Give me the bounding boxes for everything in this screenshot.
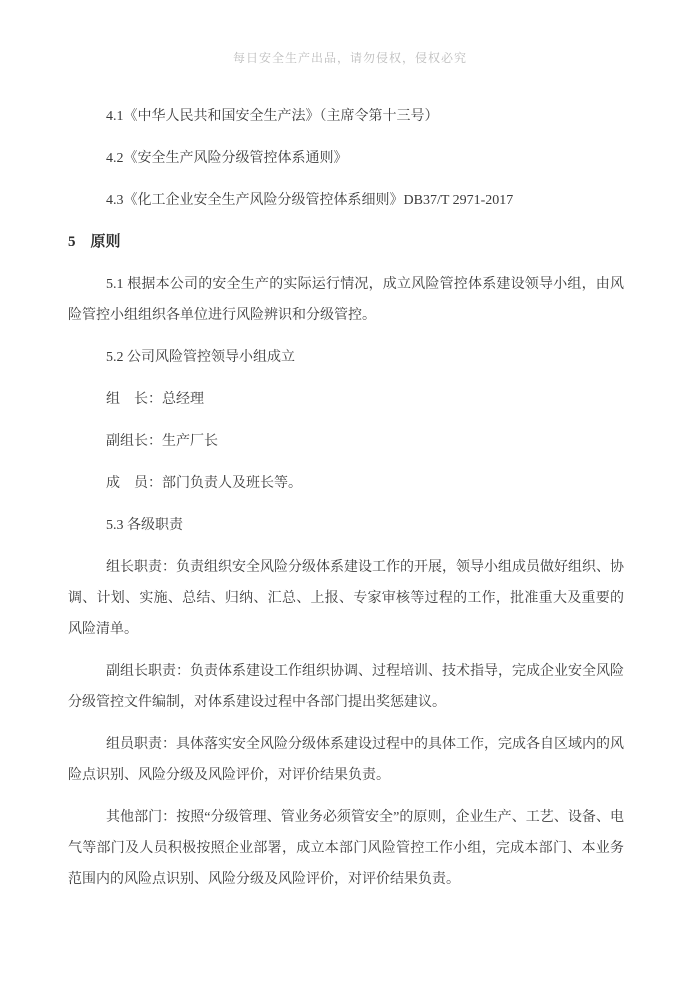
paragraph-ref-4-1: 4.1《中华人民共和国安全生产法》（主席令第十三号） [106,109,439,124]
paragraph-other-departments: 其他部门：按照“分级管理、管业务必须管安全”的原则，企业生产、工艺、设备、电气等部门及人员积极按照企业部署，成立本部门风险管控工作小组，完成本部门、本业务范围内的风险点识别、风险分级及风险评价，对评价结果负责。 [68,810,624,887]
paragraph-5-2: 5.2 公司风险管控领导小组成立 [106,350,295,365]
section-heading-principles: 5 原则 [68,234,121,250]
paragraph-deputy-leader-duties: 副组长职责：负责体系建设工作组织协调、过程培训、技术指导，完成企业安全风险分级管控文件编制，对体系建设过程中各部门提出奖惩建议。 [68,664,624,710]
paragraph-members: 成 员：部门负责人及班长等。 [106,476,302,491]
paragraph-leader-duties: 组长职责：负责组织安全风险分级体系建设工作的开展，领导小组成员做好组织、协调、计划、实施、总结、归纳、汇总、上报、专家审核等过程的工作，批准重大及重要的风险清单。 [68,560,624,637]
paragraph-ref-4-3: 4.3《化工企业安全生产风险分级管控体系细则》DB37/T 2971-2017 [106,193,514,208]
document-page [68,101,624,906]
paragraph-5-3: 5.3 各级职责 [106,518,183,533]
paragraph-member-duties: 组员职责：具体落实安全风险分级体系建设过程中的具体工作，完成各自区域内的风险点识别、风险分级及风险评价，对评价结果负责。 [68,737,624,783]
watermark-text: 每日安全生产出品，请勿侵权，侵权必究 [232,51,467,65]
paragraph-group-leader: 组 长：总经理 [106,392,204,407]
paragraph-deputy-leader: 副组长：生产厂长 [106,434,218,449]
paragraph-ref-4-2: 4.2《安全生产风险分级管控体系通则》 [106,151,348,166]
paragraph-5-1: 5.1 根据本公司的安全生产的实际运行情况，成立风险管控体系建设领导小组，由风险管控小组组织各单位进行风险辨识和分级管控。 [68,277,624,323]
